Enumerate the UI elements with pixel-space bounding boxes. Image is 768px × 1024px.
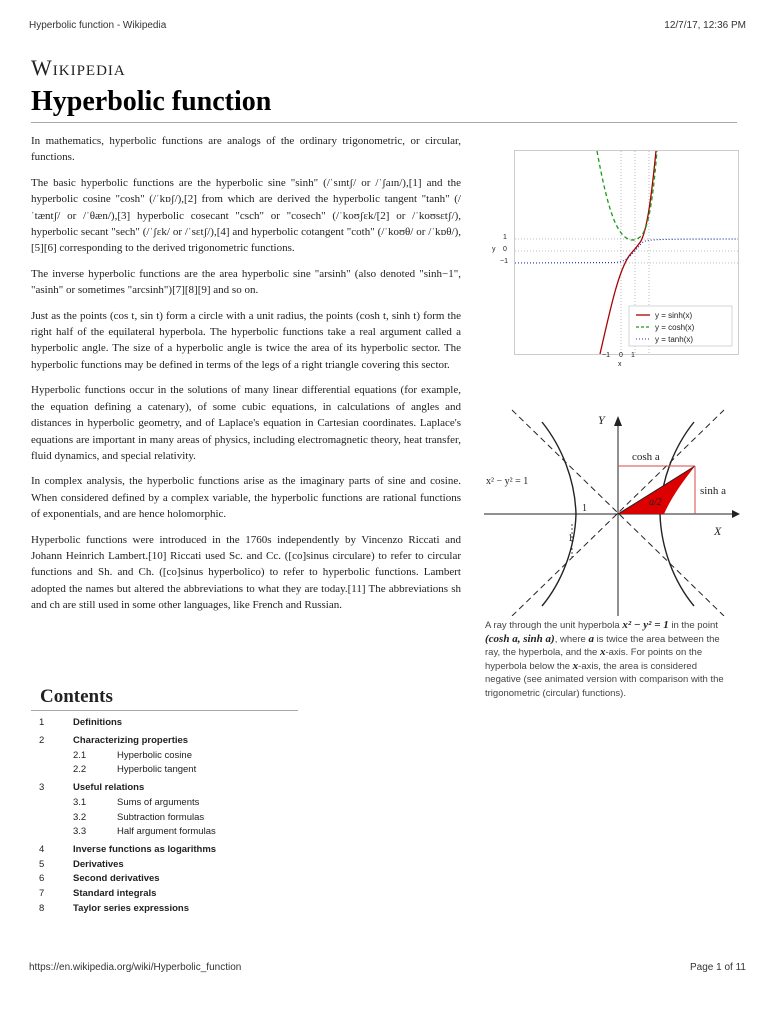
article-body: [31, 133, 461, 623]
plot-ylabel: y: [492, 246, 496, 253]
title-divider: [31, 122, 737, 123]
toc-item-half-argument-formulas[interactable]: [31, 826, 299, 841]
plot-xtick-0: 0: [619, 352, 623, 359]
toc-item-hyperbolic-tangent[interactable]: [31, 764, 299, 779]
x-axis-arrow: [732, 510, 740, 518]
toc-item-standard-integrals[interactable]: [31, 888, 299, 903]
paragraph-intro: In mathematics, hyperbolic functions are analogs of the ordinary trigonometric, or circular, functions.: [31, 135, 461, 164]
toc-label: Hyperbolic cosine: [117, 749, 192, 761]
caption-math: a: [588, 632, 594, 645]
toc-list: [31, 717, 299, 917]
print-header-title: Hyperbolic function - Wikipedia: [29, 20, 167, 31]
plot-ytick-0: 0: [503, 246, 507, 253]
plot-xtick-1: 1: [631, 352, 635, 359]
caption-text: , where: [554, 633, 589, 645]
caption-text: A ray through the unit hyperbola: [485, 620, 623, 631]
toc-item-taylor-series[interactable]: [31, 903, 299, 918]
paragraph-complex-analysis: In complex analysis, the hyperbolic functions arise as the imaginary parts of sine and cosine. When considered defined by a complex variable, the hyperbolic functions are rational functions of exponentials, and are hence holomorphic.: [31, 475, 461, 521]
paragraph-basic-functions: The basic hyperbolic functions are the hyperbolic sine "sinh" (/ˈsɪntʃ/ or /ˈʃaɪn/),[1] and the hyperbolic cosine "cosh" (/ˈkɒʃ/),[2] from which are derived the hyperbolic tangent "tanh" (/ˈtæntʃ/ or /ˈθæn/),[3] hyperbolic cosecant "csch" or "cosech" (/ˈkoʊʃɛk/[2] or /ˈkoʊsɛtʃ/), hyperbolic secant "sech" (/ˈʃɛk/ or /ˈsɛtʃ/),[4] and hyperbolic cotangent "coth" (/ˈkoʊθ/ or /ˈkɒθ/),[5][6] corresponding to the derived trigonometric functions.: [31, 176, 461, 255]
toc-number: 3.2: [73, 811, 87, 823]
table-of-contents: [31, 686, 299, 917]
caption-math: x² − y² = 1: [622, 619, 669, 631]
sinh-label: sinh a: [700, 485, 726, 497]
caption-math: x: [599, 646, 606, 658]
toc-label: Half argument formulas: [117, 826, 216, 838]
y-axis-arrow: [614, 416, 622, 426]
toc-number: 7: [39, 888, 45, 900]
toc-item-hyperbolic-cosine[interactable]: [31, 750, 299, 765]
toc-item-second-derivatives[interactable]: [31, 873, 299, 888]
caption-text: is twice the area between the ray, the hyperbola, and the: [485, 633, 720, 658]
toc-label: Hyperbolic tangent: [117, 764, 197, 776]
toc-label: Characterizing properties: [73, 735, 189, 747]
toc-number: 1: [39, 717, 45, 728]
toc-label: Inverse functions as logarithms: [73, 844, 217, 856]
toc-number: 3: [39, 782, 45, 794]
hyperbola-svg: [484, 402, 740, 616]
cosh-label: cosh a: [632, 451, 660, 463]
caption-math: (cosh a, sinh a): [485, 632, 555, 645]
toc-item-definitions[interactable]: [31, 717, 299, 732]
caption-math: x: [572, 659, 579, 672]
hyperbola-equation-label: x² − y² = 1: [486, 476, 529, 487]
toc-number: 4: [39, 844, 45, 856]
wikipedia-logo[interactable]: Wikipedia: [31, 55, 126, 80]
toc-number: 3.3: [73, 826, 87, 838]
toc-item-subtraction-formulas[interactable]: [31, 812, 299, 827]
print-footer-page: Page 1 of 11: [690, 962, 746, 973]
legend-cosh-label: y = cosh(x): [655, 323, 695, 332]
caption-text: in the point: [668, 620, 718, 631]
x-axis-label: X: [714, 524, 722, 538]
toc-label: Derivatives: [73, 858, 124, 870]
toc-number: 2.1: [73, 749, 87, 761]
toc-label: Taylor series expressions: [73, 902, 189, 914]
toc-number: 2.2: [73, 764, 87, 776]
plot-xlabel: x: [618, 361, 622, 368]
figure-caption: [485, 619, 733, 700]
toc-item-derivatives[interactable]: [31, 859, 299, 874]
paragraph-history: Hyperbolic functions were introduced in the 1760s independently by Vincenzo Riccati and Johann Heinrich Lambert.[10] Riccati used Sc. and Cc. ([co]sinus circulare) to refer to circular functions and Sh. and Ch. ([co]sinus hyperbolico) to refer to hyperbolic functions. Lambert adopted the names but altered the abbreviations to what they are today.[11] The abbreviations sh and ch are still used in some other languages, like French and Russian.: [31, 533, 461, 612]
cosh-curve: [597, 151, 657, 240]
hyperbolic-functions-plot[interactable]: [514, 150, 739, 355]
toc-label: Second derivatives: [73, 873, 160, 885]
toc-number: 3.1: [73, 796, 87, 808]
plot-svg: [515, 151, 738, 354]
toc-label: Subtraction formulas: [117, 811, 205, 823]
plot-ytick-1: 1: [503, 234, 507, 241]
legend-tanh-label: y = tanh(x): [655, 335, 694, 344]
toc-divider: [31, 710, 298, 711]
unit-hyperbola-diagram[interactable]: [484, 402, 740, 616]
legend-sinh-label: y = sinh(x): [655, 311, 693, 320]
toc-item-characterizing-properties[interactable]: [31, 735, 299, 750]
unit-label-vertical: 1: [568, 533, 573, 544]
page-title: Hyperbolic function: [31, 86, 272, 117]
paragraph-applications: Hyperbolic functions occur in the solutions of many linear differential equations (for example, the equation defining a catenary), of some cubic equations, in calculations of angles and distances in hyperbolic geometry, and of Laplace's equation in Cartesian coordinates. Laplace's equations are important in many areas of physics, including electromagnetic theory, heat transfer, fluid dynamics, and special relativity.: [31, 384, 461, 462]
print-header-datetime: 12/7/17, 12:36 PM: [664, 20, 746, 31]
toc-number: 2: [39, 735, 45, 747]
toc-label: Definitions: [73, 717, 123, 728]
unit-label-horizontal: 1: [582, 503, 587, 514]
toc-label: Standard integrals: [73, 888, 157, 900]
paragraph-unit-hyperbola: Just as the points (cos t, sin t) form a circle with a unit radius, the points (cosh t, sinh t) form the right half of the equilateral hyperbola. The hyperbolic functions take a real argument called a hyperbolic angle. The size of a hyperbolic angle is twice the area of its hyperbolic sector. The hyperbolic functions may be defined in terms of the legs of a right triangle covering this sector.: [31, 309, 461, 371]
toc-number: 6: [39, 873, 45, 885]
print-footer-url: https://en.wikipedia.org/wiki/Hyperbolic_function: [29, 962, 242, 973]
plot-xtick-neg1: −1: [602, 352, 610, 359]
toc-label: Sums of arguments: [117, 796, 200, 808]
plot-ytick-neg1: −1: [500, 258, 508, 265]
toc-label: Useful relations: [73, 782, 145, 794]
caption-text: -axis, the area is considered negative (see animated version with comparison with the trigonometric (circular) functions).: [485, 660, 724, 699]
y-axis-label: Y: [598, 413, 605, 427]
area-label: a/2: [649, 497, 662, 508]
toc-item-inverse-functions[interactable]: [31, 844, 299, 859]
toc-item-useful-relations[interactable]: [31, 782, 299, 797]
caption-text: -axis. For points on the hyperbola below the: [485, 647, 703, 672]
toc-number: 5: [39, 858, 45, 870]
toc-item-sums-of-arguments[interactable]: [31, 797, 299, 812]
toc-number: 8: [39, 902, 45, 914]
paragraph-inverse-functions: The inverse hyperbolic functions are the area hyperbolic sine "arsinh" (also denoted "sinh−1", "asinh" or sometimes "arcsinh")[7][8][9] and so on.: [31, 267, 461, 297]
toc-title: Contents: [40, 686, 113, 707]
